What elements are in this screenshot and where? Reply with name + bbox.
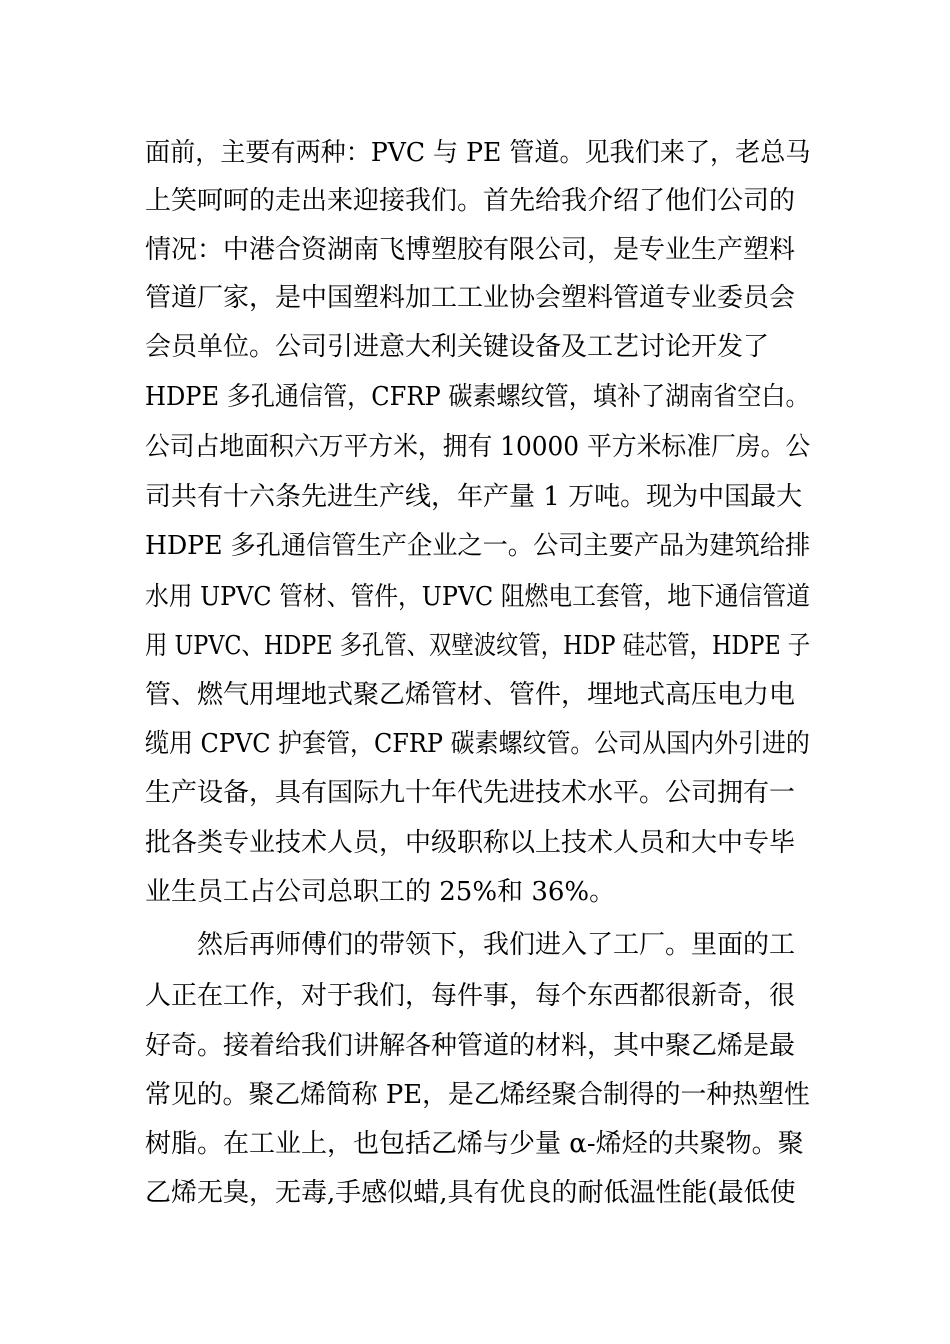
text-line: 人正在工作，对于我们，每件事，每个东西都很新奇，很: [145, 981, 796, 1011]
text-line: 面前，主要有两种：PVC 与 PE 管道。见我们来了，老总马: [145, 138, 811, 168]
text-line: 司共有十六条先进生产线，年产量 1 万吨。现为中国最大: [145, 482, 803, 512]
text-line: 水用 UPVC 管材、管件，UPVC 阻燃电工套管，地下通信管道: [145, 582, 810, 612]
text-line: 生产设备，具有国际九十年代先进技术水平。公司拥有一: [145, 778, 796, 808]
text-line: 树脂。在工业上，也包括乙烯与少量 α-烯烃的共聚物。聚: [145, 1129, 804, 1159]
text-line: HDPE 多孔通信管生产企业之一。公司主要产品为建筑给排: [145, 531, 811, 561]
text-line: 缆用 CPVC 护套管，CFRP 碳素螺纹管。公司从国内外引进的: [145, 729, 810, 759]
text-line: 管道厂家，是中国塑料加工工业协会塑料管道专业委员会: [145, 283, 796, 313]
text-line: 会员单位。公司引进意大利关键设备及工艺讨论开发了: [145, 332, 770, 362]
text-line: 情况：中港合资湖南飞博塑胶有限公司，是专业生产塑料: [145, 235, 796, 265]
text-line: 好奇。接着给我们讲解各种管道的材料，其中聚乙烯是最: [145, 1031, 796, 1061]
text-line: 批各类专业技术人员，中级职称以上技术人员和大中专毕: [145, 828, 796, 858]
text-line: 管、燃气用埋地式聚乙烯管材、管件，埋地式高压电力电: [145, 680, 796, 710]
text-line: 上笑呵呵的走出来迎接我们。首先给我介绍了他们公司的: [145, 186, 796, 216]
text-line: 常见的。聚乙烯简称 PE，是乙烯经聚合制得的一种热塑性: [145, 1080, 810, 1110]
paragraph-first-line: 然后再师傅们的带领下，我们进入了工厂。里面的工: [197, 930, 796, 960]
text-line: 公司占地面积六万平方米，拥有 10000 平方米标准厂房。公: [145, 432, 811, 462]
text-line: HDPE 多孔通信管，CFRP 碳素螺纹管，填补了湖南省空白。: [145, 382, 810, 412]
text-line: 用 UPVC、HDPE 多孔管、双壁波纹管，HDP 硅芯管，HDPE 子: [145, 631, 811, 661]
text-line: 业生员工占公司总职工的 25%和 36%。: [145, 877, 616, 907]
text-line: 乙烯无臭，无毒,手感似蜡,具有优良的耐低温性能(最低使: [145, 1178, 796, 1208]
